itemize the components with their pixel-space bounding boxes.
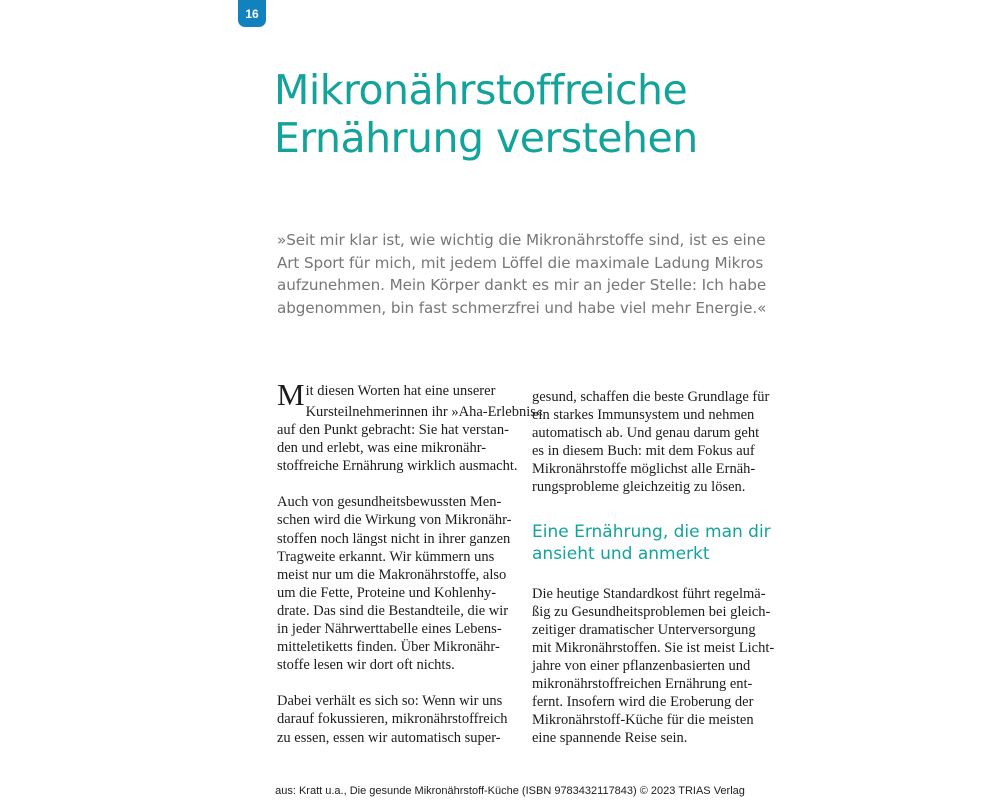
- text-line: stoffreiche Ernährung wirklich ausmacht.: [277, 458, 518, 475]
- text-line: jahre von einer pflanzenbasierten und: [532, 657, 751, 674]
- source-footer: [0, 785, 1000, 797]
- text-line: stoffe lesen wir dort oft nichts.: [277, 657, 455, 674]
- text-line: meist nur um die Makronährstoffe, also: [277, 566, 507, 583]
- text-line: es in diesem Buch: mit dem Fokus auf: [532, 443, 755, 460]
- chapter-title-line: Mikronährstoffreiche: [274, 66, 688, 114]
- paragraph-standard-diet: [532, 585, 792, 748]
- text-line: Dabei verhält es sich so: Wenn wir uns: [277, 693, 503, 710]
- left-text-column: [277, 377, 544, 765]
- paragraph-focus: [277, 692, 537, 746]
- text-line: it diesen Worten hat eine unserer: [305, 383, 496, 399]
- text-line: in jeder Nährwerttabelle eines Lebens-: [277, 621, 502, 638]
- text-line: den und erlebt, was eine mikronähr-: [277, 440, 487, 457]
- paragraph-macronutrients: [277, 493, 537, 674]
- text-line: auf den Punkt gebracht: Sie hat verstan-: [277, 422, 509, 439]
- text-line: Auch von gesundheitsbewussten Men-: [277, 494, 502, 511]
- text-line: mitteletiketts finden. Über Mikronähr-: [277, 639, 500, 656]
- drop-cap: M: [277, 377, 305, 412]
- chapter-title-line: Ernährung verstehen: [274, 114, 698, 162]
- page-number-badge: 16: [238, 0, 266, 27]
- text-line: Mikronährstoff-Küche für die meisten: [532, 712, 754, 729]
- subheading-line: ansieht und anmerkt: [532, 543, 710, 564]
- text-line: Mikronährstoffe möglichst alle Ernäh-: [532, 461, 756, 478]
- text-line: um die Fette, Proteine und Kohlenhy-: [277, 584, 497, 601]
- text-line: ßig zu Gesundheitsproblemen bei gleich-: [532, 603, 771, 620]
- text-line: eine spannende Reise sein.: [532, 730, 688, 747]
- text-line: Tragweite erkannt. Wir kümmern uns: [277, 548, 495, 565]
- text-line: Die heutige Standardkost führt regelmä-: [532, 585, 766, 602]
- footer-citation: aus: Kratt u.a., Die gesunde Mikronährstoff-Küche (ISBN 9783432117843) © 2023 TRIAS Verlag: [275, 785, 745, 797]
- text-line: mit Mikronährstoffen. Sie ist meist Licht-: [532, 639, 775, 656]
- chapter-title: [274, 66, 794, 162]
- text-line: mikronährstoffreichen Ernährung ent-: [532, 676, 753, 693]
- right-text-column: [532, 388, 792, 765]
- text-line: stoffen noch längst nicht in ihrer ganzen: [277, 530, 511, 547]
- text-line: schen wird die Wirkung von Mikronähr-: [277, 512, 512, 529]
- pull-quote-line: »Seit mir klar ist, wie wichtig die Mikronährstoffe sind, ist es eine: [277, 231, 766, 249]
- text-line: drate. Das sind die Bestandteile, die wir: [277, 602, 509, 619]
- text-line: rungsprobleme gleichzeitig zu lösen.: [532, 479, 746, 496]
- text-line: gesund, schaffen die beste Grundlage für: [532, 389, 770, 405]
- paragraph-intro: [277, 377, 544, 475]
- pull-quote-line: aufzunehmen. Mein Körper dankt es mir an jeder Stelle: Ich habe: [277, 276, 767, 295]
- subheading-line: Eine Ernährung, die man dir: [532, 521, 771, 542]
- text-line: Kursteilnehmerinnen ihr »Aha-Erlebnis«: [305, 404, 544, 420]
- text-line: darauf fokussieren, mikronährstoffreich: [277, 711, 508, 728]
- section-subheading: [532, 521, 792, 565]
- text-line: automatisch ab. Und genau darum geht: [532, 425, 760, 442]
- text-line: zeitiger dramatischer Unterversorgung: [532, 621, 756, 638]
- text-line: zu essen, essen wir automatisch super-: [277, 729, 501, 746]
- text-line: ein starkes Immunsystem und nehmen: [532, 407, 755, 424]
- pull-quote-line: abgenommen, bin fast schmerzfrei und habe viel mehr Energie.«: [277, 298, 767, 317]
- pull-quote: [277, 229, 767, 319]
- text-line: fernt. Insofern wird die Eroberung der: [532, 694, 754, 711]
- pull-quote-line: Art Sport für mich, mit jedem Löffel die maximale Ladung Mikros: [277, 253, 764, 272]
- paragraph-continuation: [532, 388, 792, 497]
